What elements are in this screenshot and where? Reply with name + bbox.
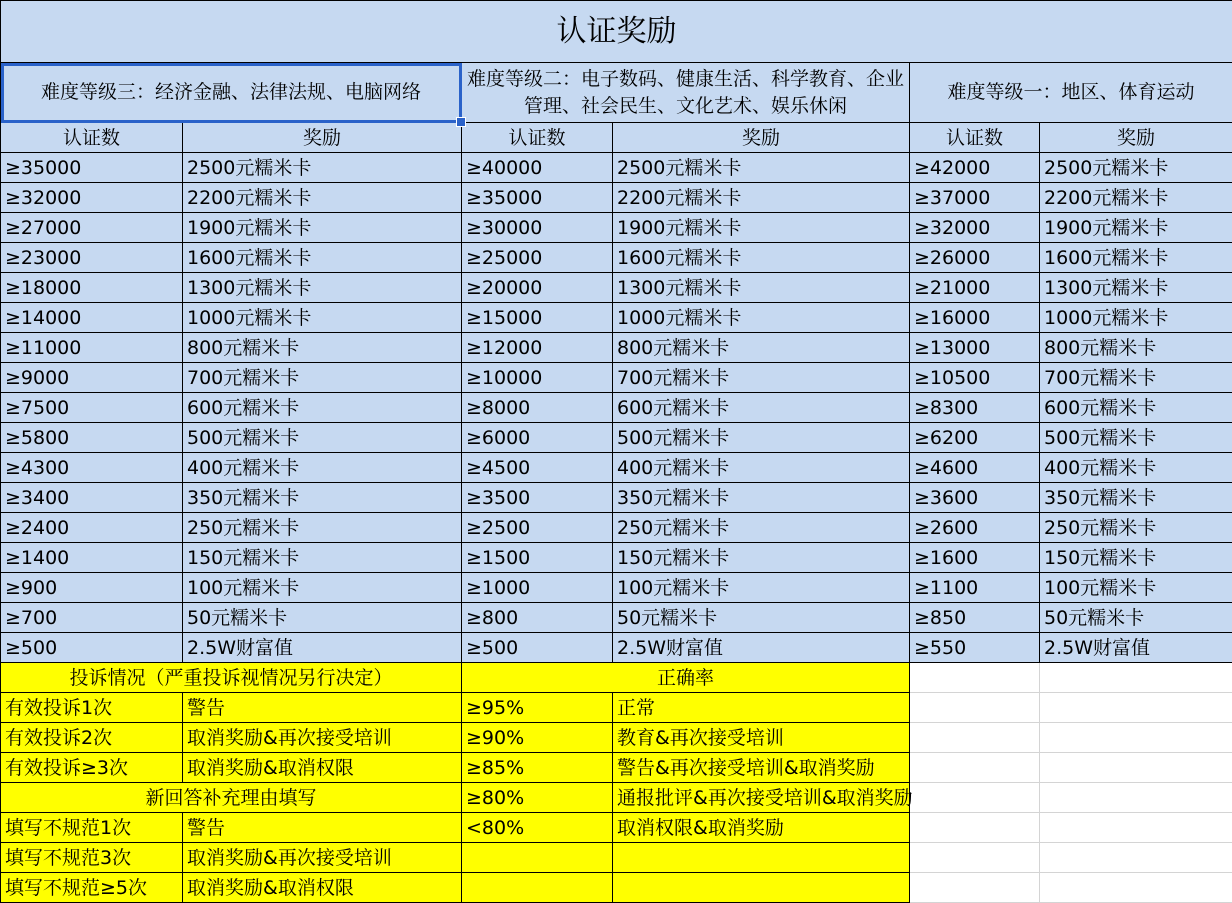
level-one-reward[interactable]: 1900元糯米卡 [1040,213,1232,243]
level-two-reward[interactable]: 1600元糯米卡 [613,243,910,273]
level-one-count[interactable]: ≥13000 [910,333,1040,363]
level-two-count[interactable]: ≥10000 [462,363,613,393]
reward-row [1,243,1232,273]
level-three-reward[interactable]: 800元糯米卡 [183,333,462,363]
rules-row [1,723,1232,753]
level-two-reward[interactable]: 500元糯米卡 [613,423,910,453]
level-one-count[interactable]: ≥4600 [910,453,1040,483]
level-three-count[interactable]: ≥700 [1,603,183,633]
level-two-count[interactable]: ≥4500 [462,453,613,483]
empty-cell[interactable] [1040,813,1232,843]
level-two-count[interactable]: ≥6000 [462,423,613,453]
reward-row [1,573,1232,603]
column-header-row [1,123,1232,153]
level-three-count[interactable]: ≥500 [1,633,183,663]
empty-cell[interactable] [910,873,1040,903]
accuracy-header[interactable]: 正确率 [462,663,910,693]
empty-cell[interactable] [613,873,910,903]
reward-row [1,633,1232,663]
level-one-reward[interactable]: 1000元糯米卡 [1040,303,1232,333]
level-three-count[interactable]: ≥18000 [1,273,183,303]
complaint-condition[interactable]: 有效投诉≥3次 [1,753,183,783]
level-three-count[interactable]: ≥3400 [1,483,183,513]
level-one-reward[interactable]: 100元糯米卡 [1040,573,1232,603]
level-three-reward[interactable]: 400元糯米卡 [183,453,462,483]
level-two-count[interactable]: ≥8000 [462,393,613,423]
level-one-reward[interactable]: 350元糯米卡 [1040,483,1232,513]
level-one-cell[interactable]: 难度等级一：地区、体育运动 [910,63,1232,123]
level-one-reward[interactable]: 1300元糯米卡 [1040,273,1232,303]
level-two-count[interactable]: ≥30000 [462,213,613,243]
level-one-reward[interactable]: 2500元糯米卡 [1040,153,1232,183]
reward-row [1,513,1232,543]
accuracy-result[interactable]: 正常 [613,693,910,723]
rules-row [1,843,1232,873]
accuracy-rate[interactable]: ≥80% [462,783,613,813]
level-one-count[interactable]: ≥42000 [910,153,1040,183]
level-three-reward[interactable]: 1300元糯米卡 [183,273,462,303]
level-two-reward[interactable]: 350元糯米卡 [613,483,910,513]
empty-cell[interactable] [1040,723,1232,753]
empty-cell[interactable] [1040,783,1232,813]
reward-row [1,393,1232,423]
col-header-count[interactable]: 认证数 [462,123,613,153]
accuracy-result[interactable]: 警告&再次接受培训&取消奖励 [613,753,910,783]
reward-row [1,183,1232,213]
level-two-reward[interactable]: 800元糯米卡 [613,333,910,363]
reward-rows [1,153,1232,663]
level-one-reward[interactable]: 400元糯米卡 [1040,453,1232,483]
level-two-count[interactable]: ≥15000 [462,303,613,333]
level-three-reward[interactable]: 700元糯米卡 [183,363,462,393]
complaint-result[interactable]: 警告 [183,693,462,723]
level-two-reward[interactable]: 1300元糯米卡 [613,273,910,303]
level-two-reward[interactable]: 2500元糯米卡 [613,153,910,183]
level-one-count[interactable]: ≥21000 [910,273,1040,303]
level-three-count[interactable]: ≥2400 [1,513,183,543]
level-two-count[interactable]: ≥25000 [462,243,613,273]
level-two-count[interactable]: ≥2500 [462,513,613,543]
empty-cell[interactable] [910,723,1040,753]
level-two-count[interactable]: ≥500 [462,633,613,663]
empty-cell[interactable] [462,843,613,873]
level-one-reward[interactable]: 50元糯米卡 [1040,603,1232,633]
level-two-count[interactable]: ≥1500 [462,543,613,573]
complaint-result[interactable]: 取消奖励&再次接受培训 [183,723,462,753]
level-three-reward[interactable]: 2.5W财富值 [183,633,462,663]
level-three-reward[interactable]: 150元糯米卡 [183,543,462,573]
level-two-reward[interactable]: 700元糯米卡 [613,363,910,393]
empty-cell[interactable] [910,813,1040,843]
level-three-count[interactable]: ≥35000 [1,153,183,183]
page-title[interactable]: 认证奖励 [1,1,1232,63]
level-three-cell[interactable] [1,63,462,123]
rules-row [1,783,1232,813]
level-three-reward[interactable]: 1600元糯米卡 [183,243,462,273]
reward-row [1,483,1232,513]
empty-cell[interactable] [910,753,1040,783]
level-one-count[interactable]: ≥850 [910,603,1040,633]
level-one-reward[interactable]: 250元糯米卡 [1040,513,1232,543]
fill-header[interactable]: 新回答补充理由填写 [1,783,462,813]
level-three-reward[interactable]: 2200元糯米卡 [183,183,462,213]
level-one-count[interactable]: ≥3600 [910,483,1040,513]
level-three-label: 难度等级三：经济金融、法律法规、电脑网络 [41,81,421,103]
col-header-count[interactable]: 认证数 [1,123,183,153]
fill-result[interactable]: 取消奖励&再次接受培训 [183,843,462,873]
level-two-reward[interactable]: 250元糯米卡 [613,513,910,543]
level-one-reward[interactable]: 500元糯米卡 [1040,423,1232,453]
fill-condition[interactable]: 填写不规范≥5次 [1,873,183,903]
rules-row [1,813,1232,843]
col-header-reward[interactable]: 奖励 [1040,123,1232,153]
level-three-count[interactable]: ≥9000 [1,363,183,393]
reward-row [1,303,1232,333]
complaint-result[interactable]: 取消奖励&取消权限 [183,753,462,783]
level-three-reward[interactable]: 1900元糯米卡 [183,213,462,243]
level-three-reward[interactable]: 100元糯米卡 [183,573,462,603]
level-two-cell[interactable]: 难度等级二：电子数码、健康生活、科学教育、企业管理、社会民生、文化艺术、娱乐休闲 [462,63,910,123]
level-three-reward[interactable]: 250元糯米卡 [183,513,462,543]
level-three-count[interactable]: ≥7500 [1,393,183,423]
empty-cell[interactable] [1040,843,1232,873]
level-two-reward[interactable]: 150元糯米卡 [613,543,910,573]
accuracy-result[interactable]: 通报批评&再次接受培训&取消奖励 [613,783,910,813]
level-one-count[interactable]: ≥37000 [910,183,1040,213]
level-one-count[interactable]: ≥6200 [910,423,1040,453]
accuracy-result[interactable]: 教育&再次接受培训 [613,723,910,753]
level-three-count[interactable]: ≥23000 [1,243,183,273]
level-three-reward[interactable]: 600元糯米卡 [183,393,462,423]
accuracy-rate[interactable]: ≥95% [462,693,613,723]
rules-row [1,753,1232,783]
level-one-count[interactable]: ≥16000 [910,303,1040,333]
accuracy-rate[interactable]: <80% [462,813,613,843]
level-three-count[interactable]: ≥27000 [1,213,183,243]
level-two-reward[interactable]: 2.5W财富值 [613,633,910,663]
empty-cell[interactable] [1040,753,1232,783]
level-one-reward[interactable]: 1600元糯米卡 [1040,243,1232,273]
empty-cell[interactable] [1040,663,1232,693]
level-two-count[interactable]: ≥35000 [462,183,613,213]
complaint-header[interactable]: 投诉情况（严重投诉视情况另行决定） [1,663,462,693]
levels-row [1,63,1232,123]
level-one-count[interactable]: ≥26000 [910,243,1040,273]
fill-condition[interactable]: 填写不规范3次 [1,843,183,873]
title-row [1,1,1232,63]
level-two-count[interactable]: ≥3500 [462,483,613,513]
level-two-count[interactable]: ≥40000 [462,153,613,183]
level-one-reward[interactable]: 600元糯米卡 [1040,393,1232,423]
level-three-reward[interactable]: 50元糯米卡 [183,603,462,633]
level-three-count[interactable]: ≥32000 [1,183,183,213]
empty-cell[interactable] [910,783,1040,813]
empty-cell[interactable] [1040,873,1232,903]
reward-row [1,453,1232,483]
col-header-reward[interactable]: 奖励 [613,123,910,153]
level-one-reward[interactable]: 800元糯米卡 [1040,333,1232,363]
level-three-count[interactable]: ≥14000 [1,303,183,333]
level-two-reward[interactable]: 1900元糯米卡 [613,213,910,243]
reward-row [1,273,1232,303]
level-one-reward[interactable]: 2.5W财富值 [1040,633,1232,663]
empty-cell[interactable] [1040,693,1232,723]
reward-row [1,543,1232,573]
level-two-reward[interactable]: 400元糯米卡 [613,453,910,483]
accuracy-rate[interactable]: ≥85% [462,753,613,783]
level-three-reward[interactable]: 2500元糯米卡 [183,153,462,183]
complaint-condition[interactable]: 有效投诉1次 [1,693,183,723]
reward-row [1,603,1232,633]
level-three-count[interactable]: ≥900 [1,573,183,603]
level-three-count[interactable]: ≥1400 [1,543,183,573]
fill-condition[interactable]: 填写不规范1次 [1,813,183,843]
empty-cell[interactable] [910,693,1040,723]
level-one-count[interactable]: ≥1100 [910,573,1040,603]
empty-cell[interactable] [462,873,613,903]
empty-cell[interactable] [910,663,1040,693]
level-two-reward[interactable]: 50元糯米卡 [613,603,910,633]
empty-cell[interactable] [910,843,1040,873]
level-one-count[interactable]: ≥550 [910,633,1040,663]
level-one-count[interactable]: ≥2600 [910,513,1040,543]
accuracy-rate[interactable]: ≥90% [462,723,613,753]
fill-handle[interactable] [456,117,466,127]
level-two-reward[interactable]: 2200元糯米卡 [613,183,910,213]
level-three-count[interactable]: ≥5800 [1,423,183,453]
level-one-reward[interactable]: 2200元糯米卡 [1040,183,1232,213]
level-one-count[interactable]: ≥10500 [910,363,1040,393]
level-three-reward[interactable]: 500元糯米卡 [183,423,462,453]
level-two-count[interactable]: ≥20000 [462,273,613,303]
reward-row [1,153,1232,183]
level-two-count[interactable]: ≥12000 [462,333,613,363]
level-three-reward[interactable]: 1000元糯米卡 [183,303,462,333]
rules-header-row [1,663,1232,693]
fill-result[interactable]: 取消奖励&取消权限 [183,873,462,903]
level-one-reward[interactable]: 150元糯米卡 [1040,543,1232,573]
level-three-reward[interactable]: 350元糯米卡 [183,483,462,513]
reward-row [1,333,1232,363]
level-three-count[interactable]: ≥11000 [1,333,183,363]
level-two-reward[interactable]: 100元糯米卡 [613,573,910,603]
level-two-count[interactable]: ≥800 [462,603,613,633]
rules-row [1,693,1232,723]
reward-row [1,213,1232,243]
level-one-count[interactable]: ≥32000 [910,213,1040,243]
level-three-count[interactable]: ≥4300 [1,453,183,483]
level-one-reward[interactable]: 700元糯米卡 [1040,363,1232,393]
level-one-count[interactable]: ≥8300 [910,393,1040,423]
complaint-condition[interactable]: 有效投诉2次 [1,723,183,753]
reward-row [1,423,1232,453]
level-one-count[interactable]: ≥1600 [910,543,1040,573]
col-header-reward[interactable]: 奖励 [183,123,462,153]
rules-row [1,873,1232,903]
reward-row [1,363,1232,393]
accuracy-result[interactable]: 取消权限&取消奖励 [613,813,910,843]
level-two-reward[interactable]: 1000元糯米卡 [613,303,910,333]
col-header-count[interactable]: 认证数 [910,123,1040,153]
empty-cell[interactable] [613,843,910,873]
level-two-count[interactable]: ≥1000 [462,573,613,603]
level-two-reward[interactable]: 600元糯米卡 [613,393,910,423]
fill-result[interactable]: 警告 [183,813,462,843]
